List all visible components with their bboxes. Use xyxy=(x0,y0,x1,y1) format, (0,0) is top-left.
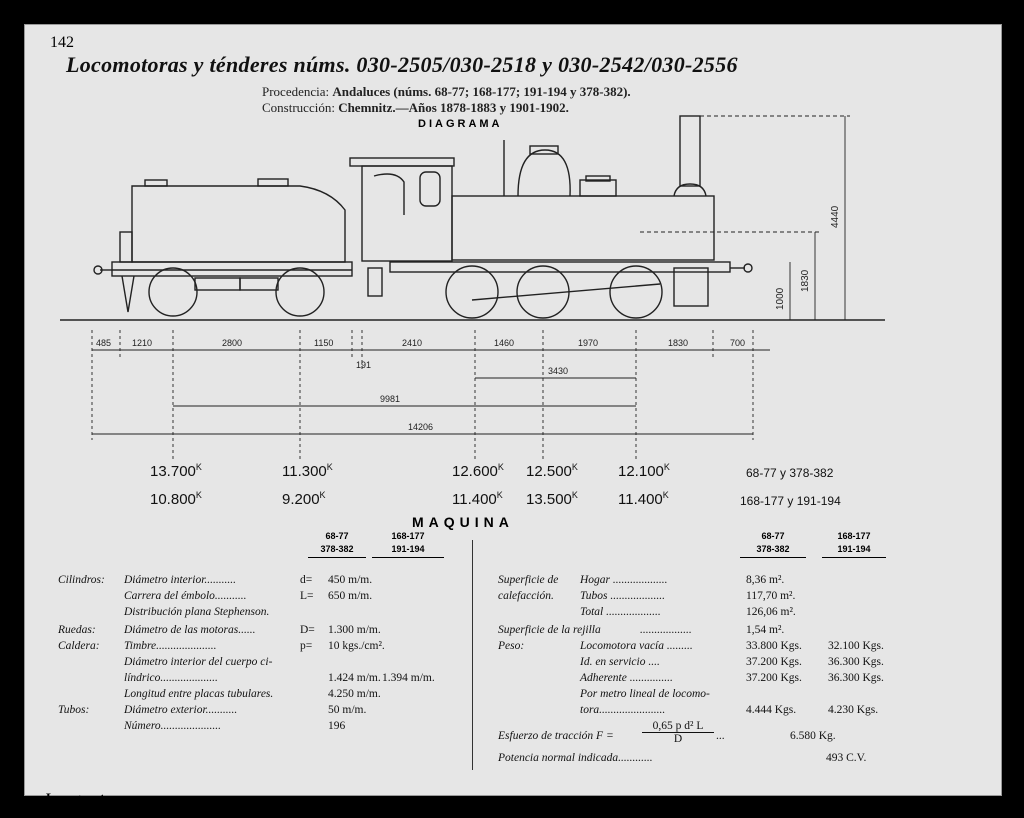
spec-symbol: p= xyxy=(300,640,313,652)
spec-value-b: 32.100 Kgs. xyxy=(828,640,884,652)
spec-category: Superficie de xyxy=(498,574,559,586)
spec-label: Adherente ............... xyxy=(580,672,673,684)
col-header-right-b: 168-177 191-194 xyxy=(822,530,886,558)
construccion-value: Chemnitz.—Años 1878-1883 y 1901-1902. xyxy=(338,100,569,115)
spec-value-a: 196 xyxy=(328,720,346,732)
weight-r1-3: $12.600^K$ xyxy=(452,462,504,480)
dim-9981: 9981 xyxy=(380,394,401,404)
dim-700: 700 xyxy=(730,338,746,348)
spec-value-a: 37.200 Kgs. xyxy=(746,672,802,684)
dim-1000-v: 1000 xyxy=(775,287,786,310)
weight-r1-5: $12.100^K$ xyxy=(618,462,670,480)
spec-value-a: 1,54 m². xyxy=(746,624,785,636)
spec-label: Diámetro de las motoras...... xyxy=(124,624,256,636)
procedencia-value: Andaluces (núms. 68-77; 168-177; 191-194 y 378-382). xyxy=(332,84,631,99)
spec-category: Cilindros: xyxy=(58,574,105,586)
weight-r2-4: $13.500^K$ xyxy=(526,490,578,508)
dimension-chain xyxy=(92,330,770,460)
dim-1210: 1210 xyxy=(132,338,153,348)
maquina-heading: MAQUINA xyxy=(412,514,514,530)
weight-r2-5: $11.400^K$ xyxy=(618,490,669,508)
dim-1830: 1830 xyxy=(668,338,689,348)
procedencia-label: Procedencia: xyxy=(262,84,330,99)
spec-label: .................. xyxy=(640,624,692,636)
dim-1830-v: 1830 xyxy=(800,269,811,292)
spec-label: Id. en servicio .... xyxy=(580,656,660,668)
spec-category: Superficie de la rejilla xyxy=(498,624,601,636)
power-label: Potencia normal indicada............ xyxy=(498,752,653,764)
dim-2410: 2410 xyxy=(402,338,423,348)
spec-value-a: 4.250 m/m. xyxy=(328,688,381,700)
dim-191: 191 xyxy=(356,360,372,370)
col-header-right-a: 68-77 378-382 xyxy=(740,530,806,558)
spec-value-a: 117,70 m². xyxy=(746,590,796,602)
credit-watermark: Lavagoneta xyxy=(46,790,111,805)
spec-value-a: 450 m/m. xyxy=(328,574,373,586)
page-number: 142 xyxy=(50,34,74,51)
traction-value: 6.580 Kg. xyxy=(790,730,836,742)
spec-value-a: 1.424 m/m. xyxy=(328,672,381,684)
spec-value-a: 1.300 m/m. xyxy=(328,624,381,636)
spec-label: Longitud entre placas tubulares. xyxy=(124,688,274,700)
engine-drawing xyxy=(350,116,752,318)
spec-label: tora....................... xyxy=(580,704,666,716)
page-title: Locomotoras y ténderes núms. 030-2505/030-2518 y 030-2542/030-2556 xyxy=(66,52,738,77)
spec-label: Tubos ................... xyxy=(580,590,665,602)
dim-1150: 1150 xyxy=(314,338,334,348)
spec-label: Timbre..................... xyxy=(124,640,217,652)
dim-3430: 3430 xyxy=(548,366,569,376)
spec-value-a: 4.444 Kgs. xyxy=(746,704,797,716)
spec-value-a: 50 m/m. xyxy=(328,704,367,716)
dim-2800: 2800 xyxy=(222,338,243,348)
spec-value-a: 37.200 Kgs. xyxy=(746,656,802,668)
dim-14206: 14206 xyxy=(408,422,434,432)
weight-r2-2: $9.200^K$ xyxy=(282,490,326,508)
dim-485: 485 xyxy=(96,338,112,348)
column-divider xyxy=(472,540,473,770)
traction-dots: ... xyxy=(716,730,725,742)
spec-value-b: 1.394 m/m. xyxy=(382,672,435,684)
spec-value-a: 10 kgs./cm². xyxy=(328,640,385,652)
spec-label: Por metro lineal de locomo- xyxy=(580,688,710,700)
traction-denominator: D xyxy=(673,733,683,745)
spec-value-b: 4.230 Kgs. xyxy=(828,704,879,716)
spec-label: Hogar ................... xyxy=(580,574,668,586)
spec-value-a: 33.800 Kgs. xyxy=(746,640,802,652)
weight-r1-2: $11.300^K$ xyxy=(282,462,333,480)
spec-symbol: d= xyxy=(300,574,313,586)
col-header-left-b: 168-177 191-194 xyxy=(372,530,444,558)
weight-r2-3: $11.400^K$ xyxy=(452,490,503,508)
construccion-label: Construcción: xyxy=(262,100,335,115)
power-value: 493 C.V. xyxy=(826,752,867,764)
weights-note-2: 168-177 y 191-194 xyxy=(740,494,841,508)
traction-label: Esfuerzo de tracción F = xyxy=(498,730,614,742)
weight-r1-1: $13.700^K$ xyxy=(150,462,202,480)
weight-r2-1: $10.800^K$ xyxy=(150,490,202,508)
spec-label: Diámetro exterior........... xyxy=(124,704,238,716)
diagram-heading: DIAGRAMA xyxy=(418,118,503,130)
spec-label: Total ................... xyxy=(580,606,661,618)
spec-symbol: L= xyxy=(300,590,314,602)
spec-category: Peso: xyxy=(498,640,525,652)
traction-numerator: 0,65 p d² L xyxy=(642,720,714,733)
dim-4440: 4440 xyxy=(830,205,841,228)
tender-drawing xyxy=(94,179,352,316)
spec-label: Diámetro interior del cuerpo ci- xyxy=(124,656,273,668)
spec-value-a: 8,36 m². xyxy=(746,574,785,586)
spec-label: Locomotora vacía ......... xyxy=(580,640,693,652)
spec-label: líndrico.................... xyxy=(124,672,218,684)
dim-1970: 1970 xyxy=(578,338,599,348)
dim-1460: 1460 xyxy=(494,338,515,348)
traction-formula xyxy=(642,720,714,745)
spec-category: calefacción. xyxy=(498,590,554,602)
spec-label: Carrera del émbolo........... xyxy=(124,590,247,602)
dimension-labels xyxy=(96,338,745,432)
spec-value-a: 650 m/m. xyxy=(328,590,373,602)
spec-label: Distribución plana Stephenson. xyxy=(124,606,270,618)
spec-category: Ruedas: xyxy=(58,624,96,636)
spec-label: Número..................... xyxy=(124,720,222,732)
spec-category: Tubos: xyxy=(58,704,90,716)
spec-value-b: 36.300 Kgs. xyxy=(828,672,884,684)
spec-value-a: 126,06 m². xyxy=(746,606,796,618)
spec-label: Diámetro interior........... xyxy=(124,574,237,586)
spec-category: Caldera: xyxy=(58,640,100,652)
weight-r1-4: $12.500^K$ xyxy=(526,462,578,480)
col-header-left-a: 68-77 378-382 xyxy=(308,530,366,558)
vertical-dimensions xyxy=(640,116,850,320)
spec-value-b: 36.300 Kgs. xyxy=(828,656,884,668)
spec-symbol: D= xyxy=(300,624,315,636)
weights-note-1: 68-77 y 378-382 xyxy=(746,466,834,480)
